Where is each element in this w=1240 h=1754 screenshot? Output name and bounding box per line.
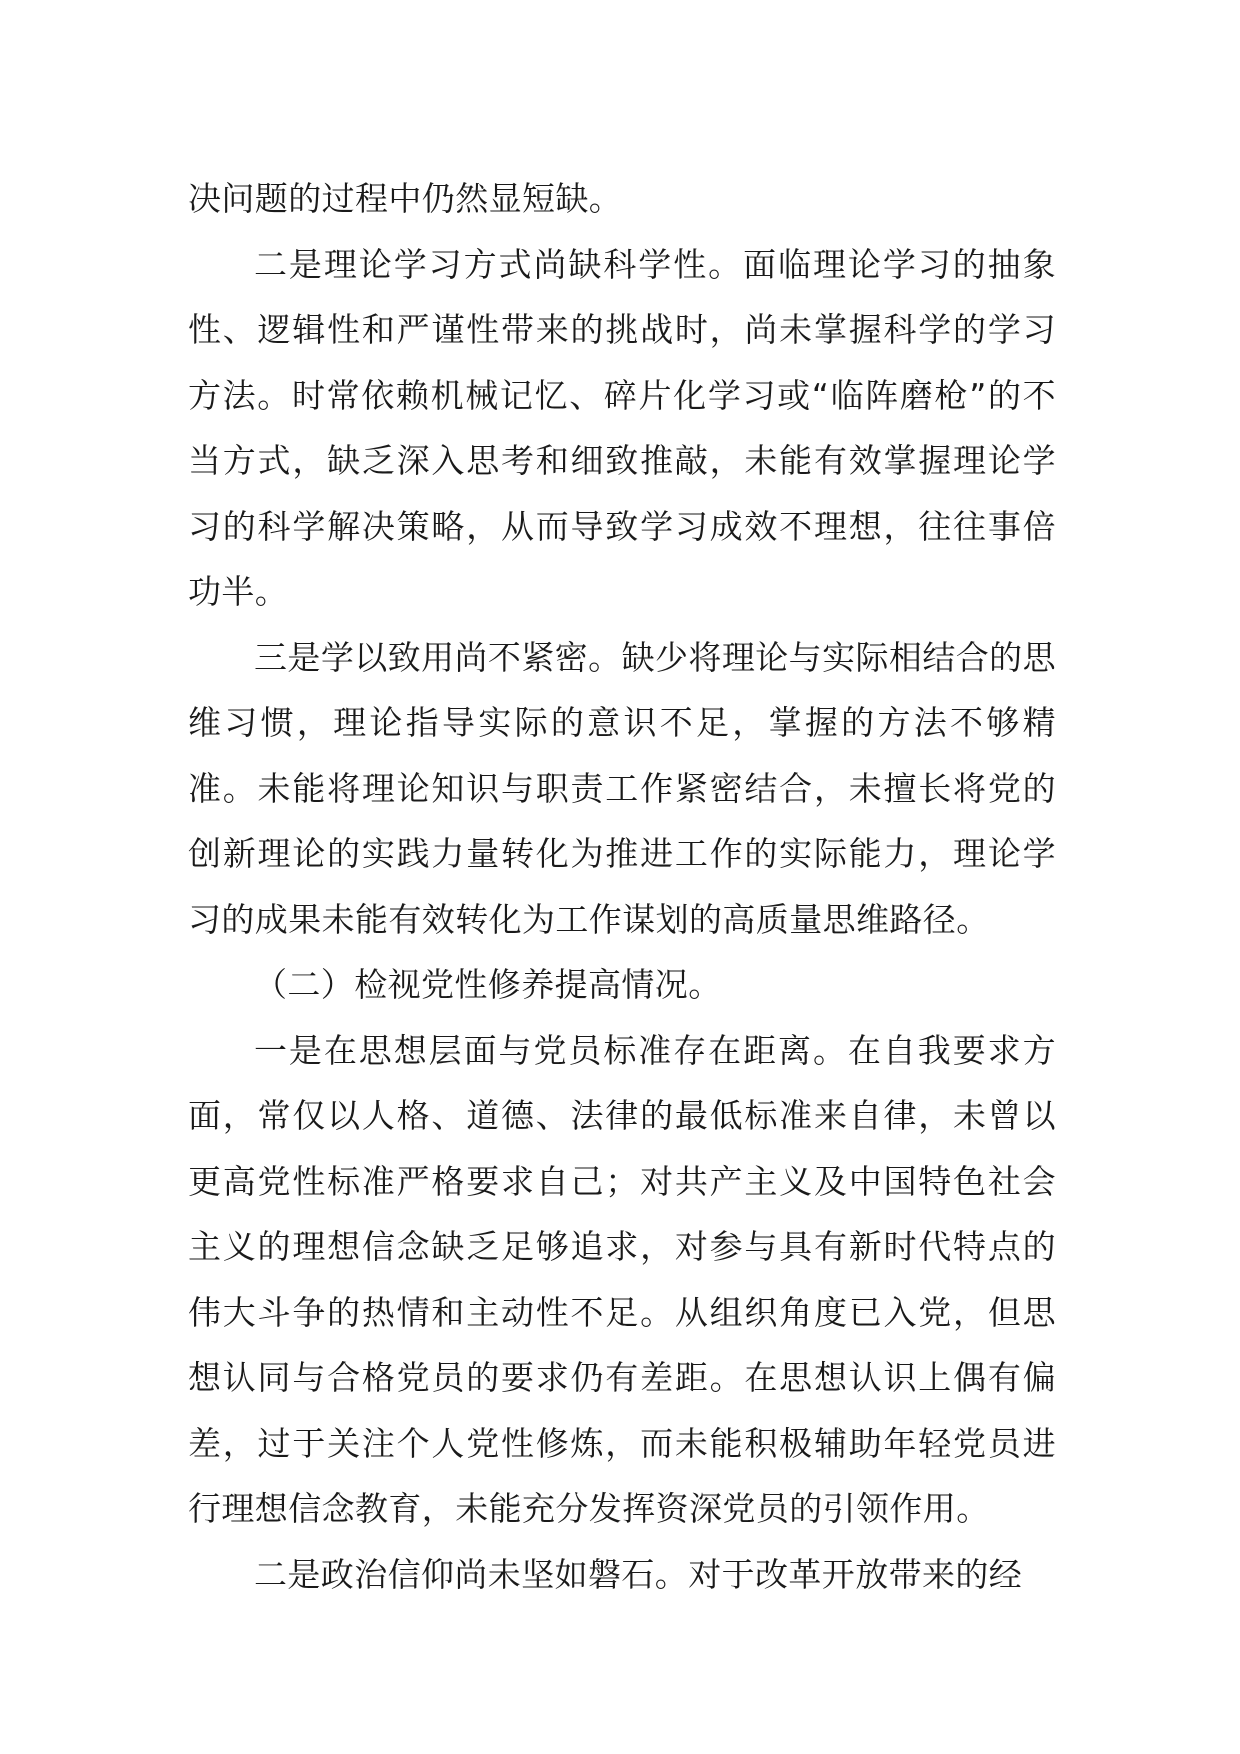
section-heading-party-spirit: （二）检视党性修养提高情况。 — [254, 965, 722, 1004]
paragraph-theory-study-method: 二是理论学习方式尚缺科学性。面临理论学习的抽象性、逻辑性和严谨性带来的挑战时，尚未掌握科学的学习方法。时常依赖机械记忆、碎片化学习或“临阵磨枪”的不当方式，缺乏深入思考和细致推敲，未能有效掌握理论学习的科学解决策略，从而导致学习成效不理想，往往事倍功半。 — [188, 244, 1056, 611]
document-body — [188, 166, 1056, 1607]
paragraph-political-belief: 二是政治信仰尚未坚如磐石。对于改革开放带来的经 — [254, 1554, 1023, 1594]
paragraph-apply-learning: 三是学以致用尚不紧密。缺少将理论与实际相结合的思维习惯，理论指导实际的意识不足，掌握的方法不够精准。未能将理论知识与职责工作紧密结合，未擅长将党的创新理论的实践力量转化为推进工作的实际能力，理论学习的成果未能有效转化为工作谋划的高质量思维路径。 — [188, 637, 1056, 939]
paragraph-ideological-gap: 一是在思想层面与党员标准存在距离。在自我要求方面，常仅以人格、道德、法律的最低标准来自律，未曾以更高党性标准严格要求自己；对共产主义及中国特色社会主义的理想信念缺乏足够追求，对参与具有新时代特点的伟大斗争的热情和主动性不足。从组织角度已入党，但思想认同与合格党员的要求仍有差距。在思想认识上偶有偏差，过于关注个人党性修炼，而未能积极辅助年轻党员进行理想信念教育，未能充分发挥资深党员的引领作用。 — [188, 1030, 1056, 1528]
paragraph-continuation: 决问题的过程中仍然显短缺。 — [188, 179, 623, 218]
